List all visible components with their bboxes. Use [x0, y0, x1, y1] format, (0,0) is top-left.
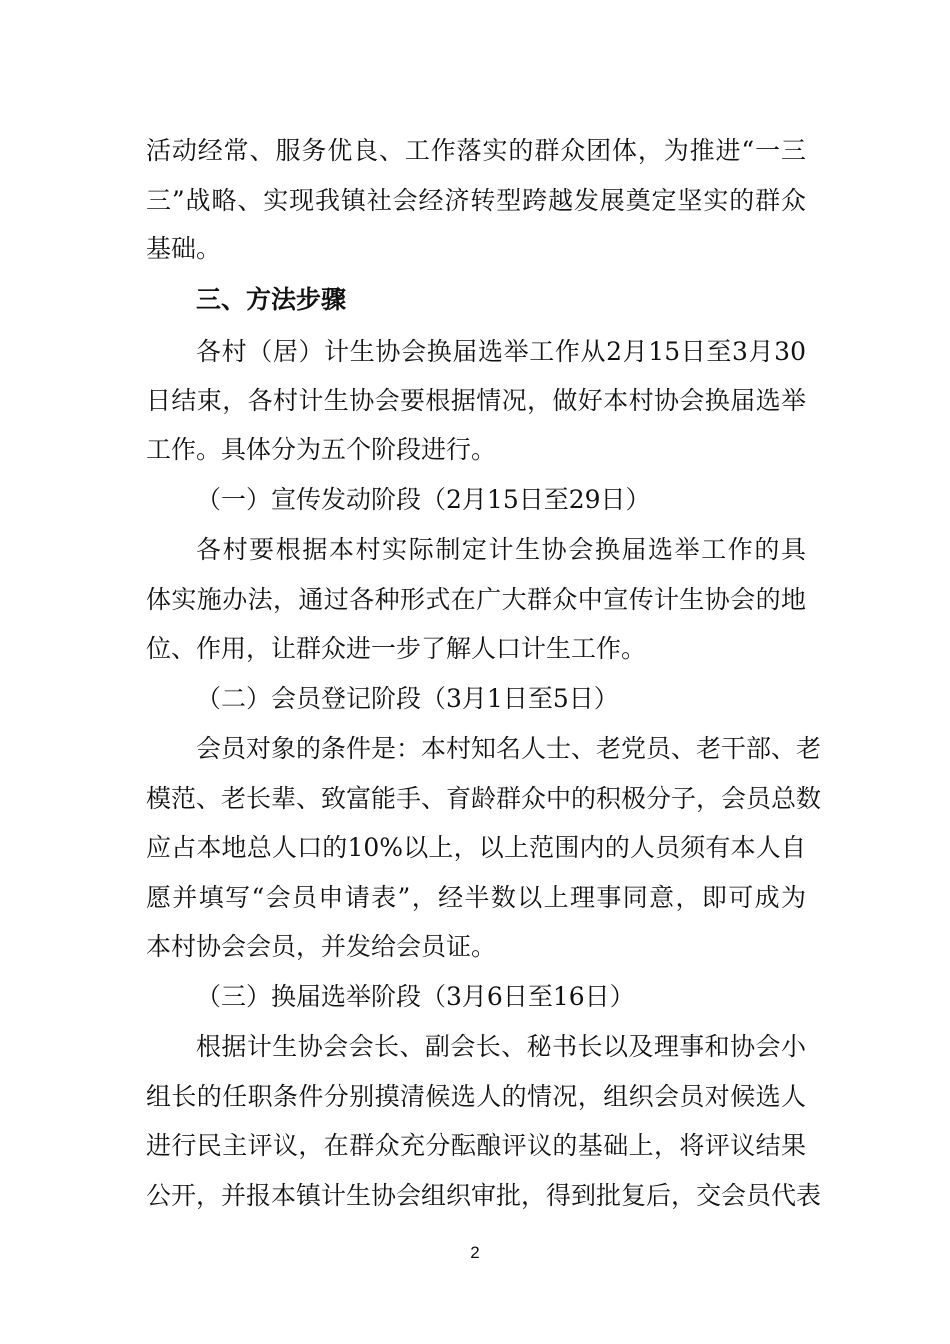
section-heading: 三、方法步骤 [196, 285, 347, 314]
paragraph-line: 工作。具体分为五个阶段进行。 [146, 435, 497, 464]
paragraph-line: 位、作用，让群众进一步了解人口计生工作。 [146, 634, 647, 663]
paragraph-line: 日结束，各村计生协会要根据情况，做好本村协会换届选举 [146, 386, 806, 415]
paragraph-line: 应占本地总人口的10%以上，以上范围内的人员须有本人自 [146, 833, 806, 862]
paragraph-line: 各村要根据本村实际制定计生协会换届选举工作的具 [196, 535, 806, 564]
paragraph-line: 组长的任职条件分别摸清候选人的情况，组织会员对候选人 [146, 1082, 806, 1111]
paragraph-line: 体实施办法，通过各种形式在广大群众中宣传计生协会的地 [146, 585, 806, 614]
subsection-heading: （三）换届选举阶段（3月6日至16日） [196, 982, 635, 1011]
paragraph-line: 活动经常、服务优良、工作落实的群众团体，为推进“一三 [146, 136, 806, 165]
paragraph-line: 本村协会会员，并发给会员证。 [146, 932, 497, 961]
paragraph-line: 根据计生协会会长、副会长、秘书长以及理事和协会小 [196, 1032, 806, 1061]
paragraph-line: 各村（居）计生协会换届选举工作从2月15日至3月30 [196, 337, 806, 366]
paragraph-line: 公开，并报本镇计生协会组织审批，得到批复后，交会员代表 [146, 1181, 822, 1210]
subsection-heading: （一）宣传发动阶段（2月15日至29日） [196, 485, 651, 514]
paragraph-line: 三”战略、实现我镇社会经济转型跨越发展奠定坚实的群众 [146, 186, 806, 215]
paragraph-line: 会员对象的条件是：本村知名人士、老党员、老干部、老 [196, 734, 822, 763]
page-number: 2 [470, 1243, 480, 1262]
paragraph-line: 愿并填写“会员申请表”，经半数以上理事同意，即可成为 [146, 883, 806, 912]
paragraph-line: 基础。 [146, 234, 222, 263]
paragraph-line: 进行民主评议，在群众充分酝酿评议的基础上，将评议结果 [146, 1131, 806, 1160]
subsection-heading: （二）会员登记阶段（3月1日至5日） [196, 684, 619, 713]
paragraph-line: 模范、老长辈、致富能手、育龄群众中的积极分子，会员总数 [146, 784, 822, 813]
